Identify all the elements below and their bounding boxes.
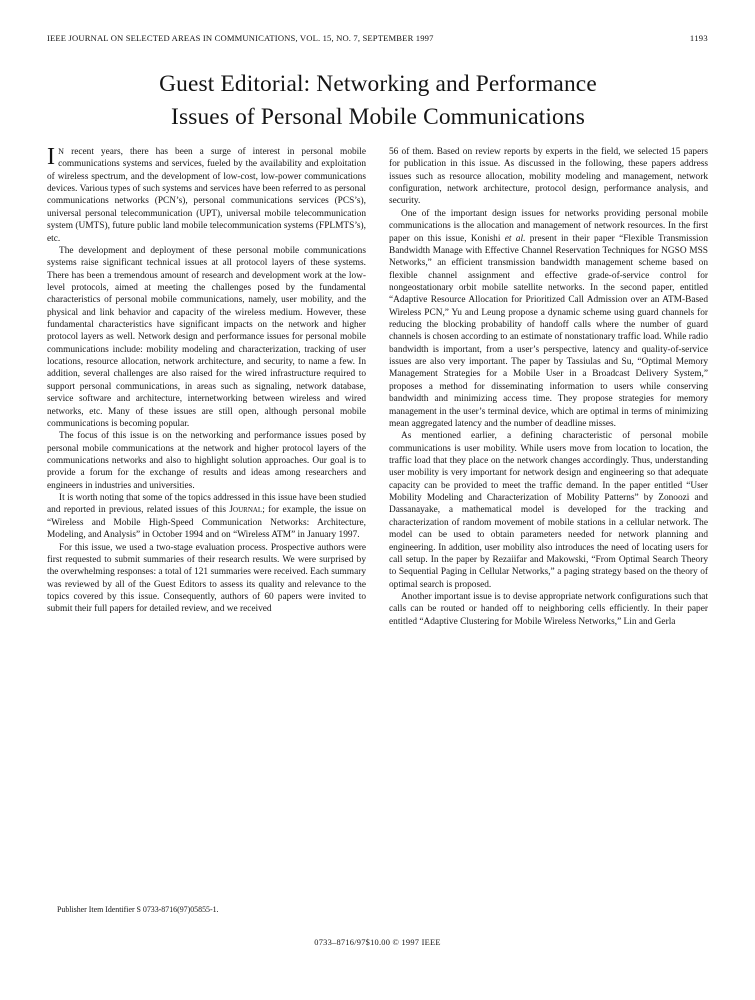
journal-smallcaps-reference: Journal (229, 505, 263, 516)
drop-cap-letter: I (47, 143, 56, 170)
et-al-italic: et al. (504, 233, 526, 244)
right-paragraph-2 (389, 208, 708, 430)
right-paragraph-2-part-a: One of the important design issues for networks providing personal mobile communications is the allocation and management of network resources. In the first paper on this issue, Konishi (389, 208, 708, 244)
article-title-line-1: Guest Editorial: Networking and Performance (159, 71, 597, 97)
right-paragraph-3: As mentioned earlier, a defining characteristic of personal mobile communications is user mobility. While users move from location to location, the traffic load that they place on the network changes accordingly. Thus, understanding user mobility is very important for network design and engineering so that adequate capacity can be provided to meet the traffic demand. In the paper entitled “User Mobility Modeling and Characterization of Mobility Patterns” by Zonoozi and Dassanayake, a mathematical model is developed for the tracking and characterization of random movement of mobile stations in a cellular network. The model can be used to obtain parameters needed for network planning and engineering. In addition, user mobility also introduces the need of locating users for call setup. In the paper by Rezaiifar and Makowski, “From Optimal Search Theory to Sequential Paging in Cellular Networks,” a paging strategy based on the theory of optimal search is proposed. (389, 431, 708, 590)
right-paragraph-1: 56 of them. Based on review reports by experts in the field, we selected 15 papers for publication in this issue. As discussed in the following, these papers address issues such as resource allocation, mobility modeling and management, network configuration, network architecture, protocol design, performance analysis, and security. (389, 147, 708, 207)
left-paragraph-1-text: recent years, there has been a surge of interest in personal mobile communications systems and services, fueled by the availability and exploitation of wireless spectrum, and the development of low-cost, low-power communications devices. Various types of such systems and services have been referred to as personal communications networks (PCN’s), personal communications services (PCS’s), universal personal telecommunication (UPT), universal mobile telecommunication system (UMTS), future public land mobile telecommunication systems (FPLMTS’s), etc. (47, 147, 366, 244)
left-paragraph-5: For this issue, we used a two-stage evaluation process. Prospective authors were first requested to submit summaries of their research results. We were surprised by the overwhelming responses: a total of 121 summaries were received. Each summary was reviewed by all of the Guest Editors to assess its quality and relevance to the topics covered by this issue. Consequently, authors of 60 papers were invited to submit their full papers for detailed review, and we received (47, 542, 366, 615)
copyright-line: 0733–8716/97$10.00 © 1997 IEEE (314, 938, 441, 947)
publisher-item-identifier: Publisher Item Identifier S 0733-8716(97)05855-1. (57, 905, 219, 914)
right-paragraph-4: Another important issue is to devise appropriate network configurations such that calls can be routed or handed off to neighboring cells efficiently. In their paper entitled “Adaptive Clustering for Mobile Wireless Networks,” Lin and Gerla (389, 591, 708, 627)
left-paragraph-4-part-b: ; for example, the issue on “Wireless and Mobile High-Speed Communication Networks: Architecture, Modeling, and Analysis” in October 1994 and on “Wireless ATM” in January 1997. (47, 505, 366, 541)
right-column (389, 146, 708, 926)
article-title (68, 68, 688, 134)
body-columns (47, 143, 708, 926)
article-title-line-2: Issues of Personal Mobile Communications (171, 104, 585, 130)
running-head (47, 33, 708, 43)
left-paragraph-1 (47, 143, 366, 245)
left-paragraph-3: The focus of this issue is on the networking and performance issues posed by personal mobile communications at the network and higher protocol layers of the communications networks and also to highlight solution approaches. Our goal is to provide a forum for the exchange of results and ideas among researchers and engineers in industries and universities. (47, 431, 366, 491)
left-column (47, 143, 366, 926)
running-head-journal-title: IEEE JOURNAL ON SELECTED AREAS IN COMMUNICATIONS, VOL. 15, NO. 7, SEPTEMBER 1997 (47, 33, 434, 43)
left-paragraph-4 (47, 492, 366, 541)
left-paragraph-4-part-a: It is worth noting that some of the topics addressed in this issue have been studied and reported in previous, related issues of this (47, 493, 366, 516)
left-paragraph-1-smallcap: N (58, 147, 65, 156)
footnote-block (47, 905, 366, 916)
left-paragraph-2: The development and deployment of these personal mobile communications systems raise significant technical issues at all protocol layers of these systems. There has been a tremendous amount of research and development work at the low-level protocols, aimed at meeting the challenges posed by the fundamental characteristics of personal mobile communications, namely, user mobility, and the physical and link behavior and capacity of the wireless medium. However, these fundamental characteristics have significant impacts on the network and higher protocol layers as well. Network design and performance issues for personal mobile communications include: mobility modeling and characterization, tracking of user locations, resource allocation, network architecture, and security, to name a few. In addition, several challenges are also raised for the wired infrastructure required to support personal communications, in areas such as signaling, network database, service software and architecture, internetworking between wireless and wired networks, etc. Many of these issues are still open, although personal mobile communications is becoming popular. (47, 245, 366, 429)
right-paragraph-2-part-b: present in their paper “Flexible Transmission Bandwidth Manage with Effective Channel Reservation Techniques for NGSO MSS Networks,” an efficient transmission bandwidth management scheme based on flexible channel assignment and effective grade-of-service control for nongeostationary orbit mobile satellite networks. In the second paper, entitled “Adaptive Resource Allocation for Prioritized Call Admission over an ATM-Based Wireless PCN,” Yu and Leung propose a dynamic scheme using guard channels for reducing the blocking probability of handoff calls where the number of guard channels is chosen according to an estimate of nonstationary traffic load. While radio bandwidth is important, from a user’s perspective, latency and quality-of-service issues are also very important. The paper by Tassiulas and Su, “Optimal Memory Management Strategies for a Mobile User in a Broadcast Delivery System,” proposes a method for disseminating information to users while conserving bandwidth and minimizing access time. They propose strategies for memory management in the user’s terminal device, which are optimal in terms of minimizing mean aggregated latency and the number of deadline misses. (389, 233, 708, 429)
page-number: 1193 (689, 33, 708, 43)
